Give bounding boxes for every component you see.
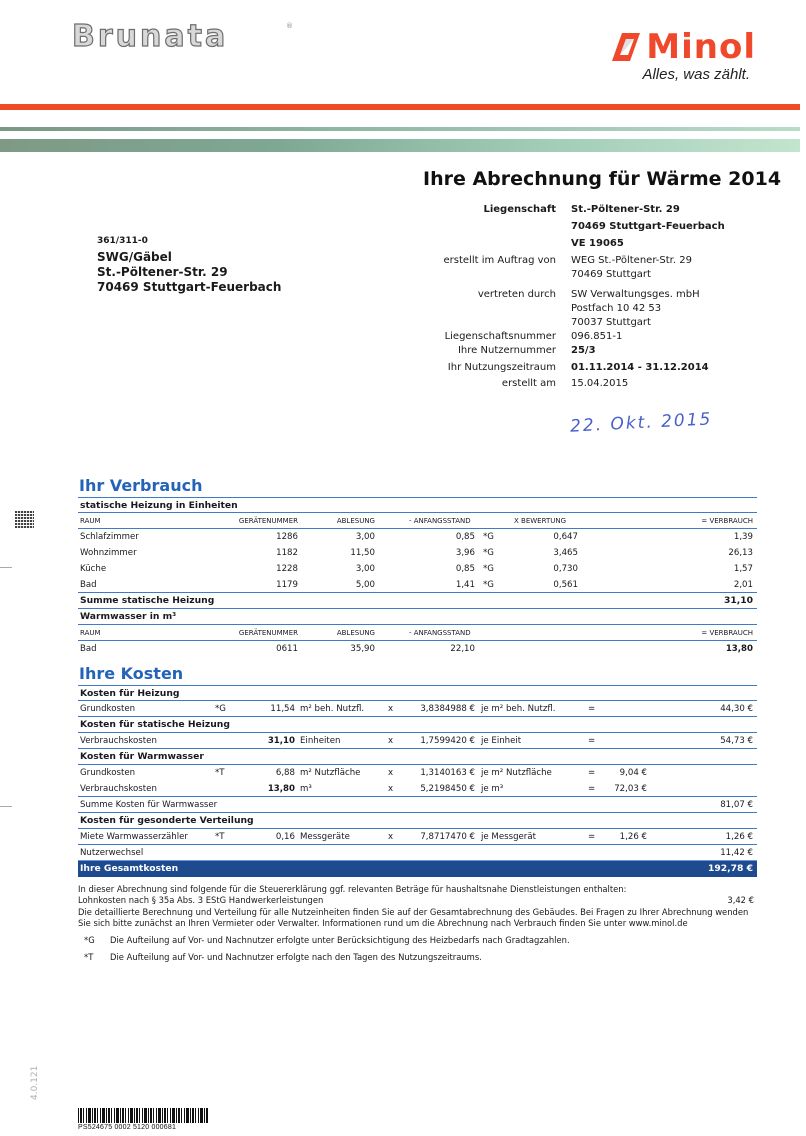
col-ablesung: ABLESUNG — [336, 517, 375, 525]
cell-qty: 0,16 — [275, 832, 295, 842]
handwritten-received-date: 22. Okt. 2015 — [569, 409, 713, 437]
nutzernummer-value: 25/3 — [571, 345, 596, 356]
cell-verbrauch: 1,57 — [733, 564, 753, 574]
vertreten-line-2: Postfach 10 42 53 — [571, 303, 662, 314]
header-stripe-green-wide — [0, 139, 800, 152]
header-stripe-green-thin — [0, 127, 800, 131]
cell-times: x — [388, 736, 394, 746]
summe-label: Summe statische Heizung — [80, 595, 215, 606]
version-code-text: 4.0.121 — [30, 1065, 40, 1100]
header-stripe-red — [0, 104, 800, 110]
auftrag-line-2: 70469 Stuttgart — [571, 269, 651, 280]
billing-info — [400, 203, 800, 391]
cell-qty: 13,80 — [267, 784, 295, 794]
detail-note-2: Sie sich bitte zunächst an Ihren Vermieter oder Verwalter. Informationen rund um die Abrechnung nach Verbrauch finden Sie unter www.minol.de — [78, 918, 688, 928]
cell-flag: *T — [215, 768, 225, 778]
cell-times: x — [388, 832, 394, 842]
footnote-t — [78, 952, 758, 963]
col-anfangsstand: - ANFANGSSTAND — [409, 517, 471, 525]
cell-raum: Wohnzimmer — [80, 548, 137, 558]
erstellt-value: 15.04.2015 — [571, 378, 629, 389]
col-ablesung: ABLESUNG — [336, 629, 375, 637]
cell-ablesung: 35,90 — [350, 644, 375, 654]
cell-geraet: 1286 — [276, 532, 298, 542]
fold-mark — [0, 806, 12, 807]
cell-per: je m³ — [481, 784, 504, 794]
group-title: Warmwasser in m³ — [80, 611, 177, 622]
steuer-note-2: Lohnkosten nach § 35a Abs. 3 EStG Handwerkerleistungen — [78, 895, 324, 905]
barcode-text: PS524675 0002 5120 000681 — [78, 1124, 177, 1131]
liegenschaft-line-3: VE 19065 — [571, 238, 624, 249]
verbrauch-table — [78, 497, 757, 657]
vertreten-line-1: SW Verwaltungsges. mbH — [571, 289, 700, 300]
cell-ablesung: 3,00 — [355, 564, 375, 574]
cell-label: Verbrauchskosten — [80, 736, 157, 746]
col-geraetenummer: GERÄTENUMMER — [238, 629, 298, 637]
cell-unit: m² beh. Nutzfl. — [300, 704, 365, 714]
vertreten-label: vertreten durch — [477, 289, 556, 300]
cost-row — [78, 765, 757, 781]
cell-unit: m² Nutzfläche — [300, 768, 361, 778]
detail-note-1: Die detaillierte Berechnung und Verteilung für alle Nutzeinheiten finden Sie auf der Gesamtabrechnung des Gebäudes. Bei Fragen zu Ihrer Abrechnung wenden — [78, 907, 749, 917]
col-verbrauch: = VERBRAUCH — [701, 629, 753, 637]
cell-label: Grundkosten — [80, 768, 136, 778]
cell-raum: Küche — [80, 564, 107, 574]
cell-total: 54,73 € — [720, 736, 753, 746]
minol-slogan: Alles, was zählt. — [642, 66, 750, 83]
cell-per: je m² Nutzfläche — [481, 768, 552, 778]
cell-ablesung: 11,50 — [350, 548, 375, 558]
auftrag-line-1: WEG St.-Pöltener-Str. 29 — [571, 255, 692, 266]
cell-bewertung: 0,730 — [553, 564, 578, 574]
group-title: Kosten für gesonderte Verteilung — [80, 815, 254, 826]
group-title: Kosten für statische Heizung — [80, 719, 230, 730]
minol-logo — [612, 27, 756, 67]
col-raum: RAUM — [80, 629, 101, 637]
table-row — [78, 561, 757, 577]
footnote-g — [78, 935, 758, 946]
liegenschaftsnummer-value: 096.851-1 — [571, 331, 623, 342]
liegenschaft-label: Liegenschaft — [483, 204, 556, 215]
cell-per: je Messgerät — [481, 832, 536, 842]
cost-row — [78, 701, 757, 717]
cell-equals: = — [588, 768, 596, 778]
cell-subtotal: 72,03 € — [614, 784, 647, 794]
cell-rate: 3,8384988 € — [420, 704, 475, 714]
group-header-heizung — [78, 685, 757, 701]
cell-rate: 1,7599420 € — [420, 736, 475, 746]
cell-geraet: 0611 — [276, 644, 298, 654]
footnote-t-key: *T — [84, 952, 94, 962]
minol-wordmark: Minol — [646, 27, 756, 67]
col-verbrauch: = VERBRAUCH — [701, 517, 753, 525]
steuer-note-1: In dieser Abrechnung sind folgende für die Steuererklärung ggf. relevanten Beträge für haushaltsnahe Dienstleistungen enthalten: — [78, 884, 627, 894]
cell-total: 11,42 € — [720, 848, 753, 858]
gesamtkosten-label: Ihre Gesamtkosten — [80, 863, 179, 874]
col-geraetenummer: GERÄTENUMMER — [238, 517, 298, 525]
group-title: statische Heizung in Einheiten — [80, 500, 238, 511]
cell-label: Verbrauchskosten — [80, 784, 157, 794]
cell-label: Summe Kosten für Warmwasser — [80, 800, 218, 810]
cell-ablesung: 5,00 — [355, 580, 375, 590]
ww-summe-row — [78, 797, 757, 813]
cell-label: Grundkosten — [80, 704, 136, 714]
cell-bewertung: 0,647 — [553, 532, 578, 542]
cell-flag: *G — [483, 580, 494, 590]
group-header-gesondert — [78, 813, 757, 829]
cell-raum: Bad — [80, 644, 97, 654]
minol-mark-icon — [612, 33, 640, 61]
document-title: Ihre Abrechnung für Wärme 2014 — [423, 168, 782, 190]
cell-verbrauch: 1,39 — [733, 532, 753, 542]
nutzungszeitraum-label: Ihr Nutzungszeitraum — [447, 362, 556, 373]
cell-geraet: 1179 — [276, 580, 298, 590]
cell-subtotal: 9,04 € — [619, 768, 647, 778]
cell-anfang: 0,85 — [455, 532, 475, 542]
cell-verbrauch: 26,13 — [728, 548, 753, 558]
cell-times: x — [388, 704, 394, 714]
col-bewertung: X BEWERTUNG — [514, 517, 567, 525]
recipient-address — [97, 236, 281, 295]
cost-row — [78, 829, 757, 845]
cell-raum: Bad — [80, 580, 97, 590]
section-title-verbrauch: Ihr Verbrauch — [79, 476, 203, 495]
table-row — [78, 529, 757, 545]
liegenschaft-line-1: St.-Pöltener-Str. 29 — [571, 204, 680, 215]
recipient-ref: 361/311-0 — [97, 236, 148, 246]
cell-flag: *G — [483, 548, 494, 558]
group-title: Kosten für Warmwasser — [80, 751, 204, 762]
cell-flag: *G — [483, 564, 494, 574]
cell-total: 44,30 € — [720, 704, 753, 714]
cell-equals: = — [588, 784, 596, 794]
cell-times: x — [388, 768, 394, 778]
erstellt-label: erstellt am — [501, 378, 556, 389]
cell-raum: Schlafzimmer — [80, 532, 139, 542]
steuer-amount: 3,42 € — [727, 895, 754, 905]
nutzungszeitraum-value: 01.11.2014 - 31.12.2014 — [571, 362, 709, 373]
gesamtkosten-row — [78, 861, 757, 877]
table-header — [78, 513, 757, 529]
group-header-warmwasser — [78, 749, 757, 765]
group-header-statisch — [78, 497, 757, 513]
brunata-logo: Brunata — [72, 19, 229, 54]
table-row — [78, 577, 757, 593]
datamatrix-code-icon — [15, 510, 34, 528]
cell-ablesung: 3,00 — [355, 532, 375, 542]
registered-mark: ® — [286, 22, 293, 30]
group-header-statisch — [78, 717, 757, 733]
cost-row — [78, 781, 757, 797]
cell-flag: *T — [215, 832, 225, 842]
liegenschaft-line-2: 70469 Stuttgart-Feuerbach — [571, 221, 725, 232]
cell-anfang: 22,10 — [450, 644, 475, 654]
cell-qty: 11,54 — [270, 704, 295, 714]
cost-row — [78, 733, 757, 749]
cell-unit: Messgeräte — [300, 832, 350, 842]
group-header-warmwasser — [78, 609, 757, 625]
cell-label: Nutzerwechsel — [80, 848, 144, 858]
table-row — [78, 641, 757, 657]
cell-total: 1,26 € — [725, 832, 753, 842]
cell-anfang: 1,41 — [455, 580, 475, 590]
cell-anfang: 0,85 — [455, 564, 475, 574]
nutzerwechsel-row — [78, 845, 757, 861]
cell-per: je Einheit — [481, 736, 522, 746]
nutzernummer-label: Ihre Nutzernummer — [457, 345, 556, 356]
footnotes — [78, 884, 758, 963]
cell-bewertung: 0,561 — [553, 580, 578, 590]
cell-per: je m² beh. Nutzfl. — [481, 704, 556, 714]
cell-flag: *G — [483, 532, 494, 542]
cell-unit: m³ — [300, 784, 312, 794]
gesamtkosten-value: 192,78 € — [707, 863, 753, 874]
section-title-kosten: Ihre Kosten — [79, 664, 184, 683]
vertreten-line-3: 70037 Stuttgart — [571, 317, 651, 328]
footnote-t-text: Die Aufteilung auf Vor- und Nachnutzer erfolgte nach den Tagen des Nutzungszeitraums. — [110, 952, 482, 962]
cell-total: 81,07 € — [720, 800, 753, 810]
table-header — [78, 625, 757, 641]
recipient-street: St.-Pöltener-Str. 29 — [97, 265, 228, 279]
cell-verbrauch: 13,80 — [725, 644, 753, 654]
auftrag-label: erstellt im Auftrag von — [443, 255, 556, 266]
cell-geraet: 1182 — [276, 548, 298, 558]
cell-rate: 7,8717470 € — [420, 832, 475, 842]
cell-verbrauch: 2,01 — [733, 580, 753, 590]
cell-subtotal: 1,26 € — [619, 832, 647, 842]
cell-equals: = — [588, 736, 596, 746]
cell-label: Miete Warmwasserzähler — [80, 832, 188, 842]
cell-rate: 5,2198450 € — [420, 784, 475, 794]
group-title: Kosten für Heizung — [80, 688, 180, 699]
liegenschaftsnummer-label: Liegenschaftsnummer — [444, 331, 556, 342]
cell-flag: *G — [215, 704, 226, 714]
kosten-table — [78, 685, 757, 877]
cell-rate: 1,3140163 € — [420, 768, 475, 778]
summe-value: 31,10 — [723, 595, 753, 606]
cell-equals: = — [588, 704, 596, 714]
footnote-g-text: Die Aufteilung auf Vor- und Nachnutzer erfolgte unter Berücksichtigung des Heizbedarfs nach Gradtagzahlen. — [110, 935, 570, 945]
cell-qty: 6,88 — [275, 768, 295, 778]
fold-mark — [0, 567, 12, 568]
cell-times: x — [388, 784, 394, 794]
barcode-icon — [78, 1108, 208, 1123]
cell-geraet: 1228 — [276, 564, 298, 574]
cell-equals: = — [588, 832, 596, 842]
recipient-name: SWG/Gäbel — [97, 250, 172, 264]
cell-anfang: 3,96 — [455, 548, 475, 558]
recipient-city: 70469 Stuttgart-Feuerbach — [97, 280, 282, 294]
footnote-g-key: *G — [84, 935, 95, 945]
col-raum: RAUM — [80, 517, 101, 525]
cell-bewertung: 3,465 — [553, 548, 578, 558]
cell-qty: 31,10 — [267, 736, 295, 746]
cell-unit: Einheiten — [300, 736, 341, 746]
col-anfangsstand: - ANFANGSSTAND — [409, 629, 471, 637]
summe-statische-heizung-row — [78, 593, 757, 609]
table-row — [78, 545, 757, 561]
